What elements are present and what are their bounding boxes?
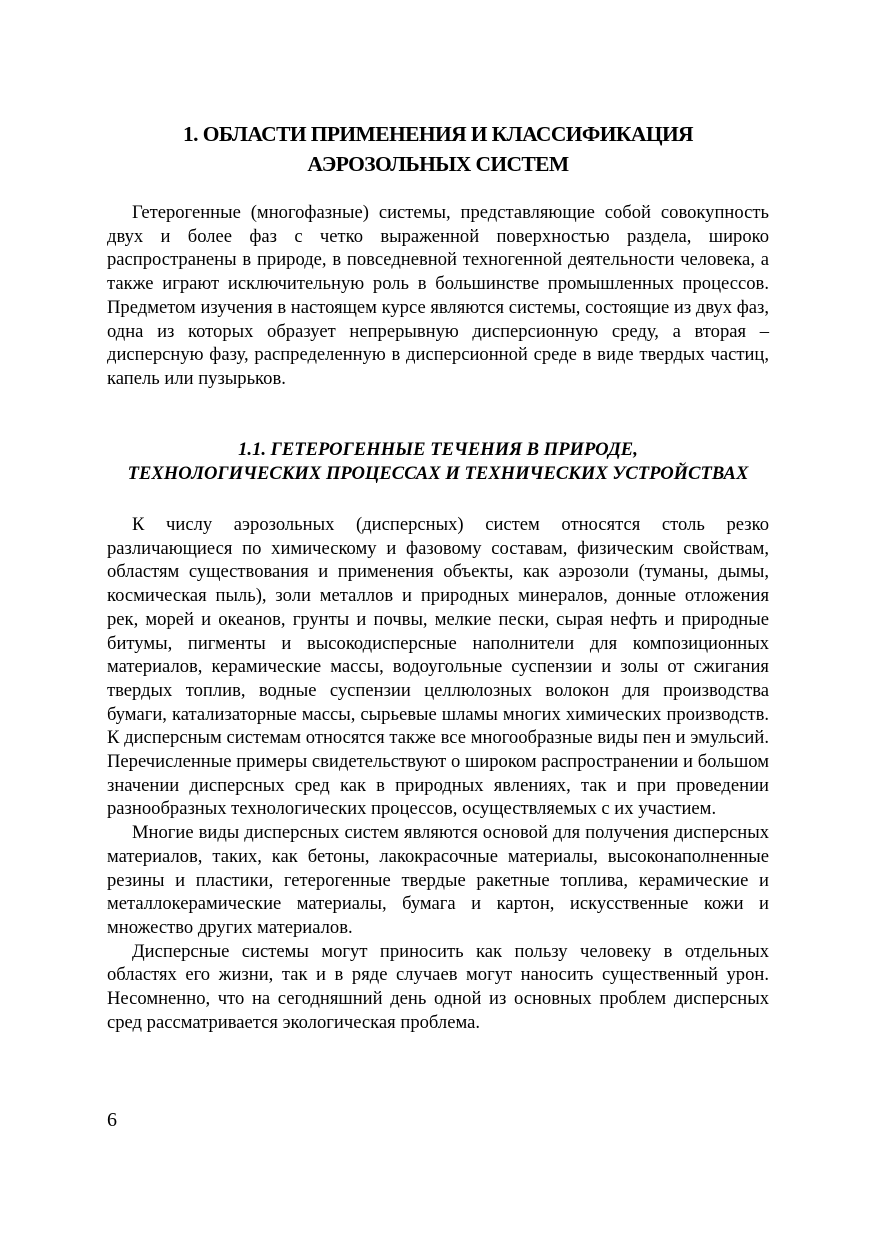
chapter-title [107,119,769,179]
body-paragraph-1: К числу аэрозольных (дисперсных) систем относятся столь резко различающиеся по химическому и фазовому составам, физическим свойствам, областям существования и применения объекты, как аэрозоли (туманы, дымы, космическая пыль), золи металлов и природных минералов, донные отложения рек, морей и океанов, грунты и почвы, мелкие пески, сырая нефть и природные битумы, пигменты и высокодисперсные наполнители для композиционных материалов, керамические массы, водоугольные суспензии и золы от сжигания твердых топлив, водные суспензии целлюлозных волокон для производства бумаги, катализаторные массы, сырьевые шламы многих химических производств. К дисперсным системам относятся также все многообразные виды пен и эмульсий. Перечисленные примеры свидетельствуют о широком распространении и большом значении дисперсных сред как в природных явлениях, так и при проведении разнообразных технологических процессов, осуществляемых с их участием. [107,514,769,820]
page-number: 6 [107,1109,117,1131]
section-title-line-1: 1.1. ГЕТЕРОГЕННЫЕ ТЕЧЕНИЯ В ПРИРОДЕ, [238,439,638,460]
intro-paragraph: Гетерогенные (многофазные) системы, представляющие собой совокупность двух и более фаз с четко выраженной поверхностью раздела, широко распространены в природе, в повседневной техногенной деятельности человека, а также играют исключительную роль в большинстве промышленных процессов. Предметом изучения в настоящем курсе являются системы, состоящие из двух фаз, одна из которых образует непрерывную дисперсионную среду, а вторая – дисперсную фазу, распределенную в дисперсионной среде в виде твердых частиц, капель или пузырьков. [107,202,770,389]
section-title [107,438,769,486]
intro-block [107,201,769,391]
body-paragraph-2: Многие виды дисперсных систем являются основой для получения дисперсных материалов, таких, как бетоны, лакокрасочные материалы, высоконаполненные резины и пластики, гетерогенные твердые ракетные топлива, керамические и металлокерамические материалы, бумага и картон, искусственные кожи и множество других материалов. [107,822,769,938]
chapter-title-line-1: 1. ОБЛАСТИ ПРИМЕНЕНИЯ И КЛАССИФИКАЦИЯ [183,122,693,146]
section-body [107,513,769,1034]
body-paragraph-3: Дисперсные системы могут приносить как пользу человеку в отдельных областях его жизни, так и в ряде случаев могут наносить существенный урон. Несомненно, что на сегодняшний день одной из основных проблем дисперсных сред рассматривается экологическая проблема. [107,940,769,1033]
section-title-line-2: ТЕХНОЛОГИЧЕСКИХ ПРОЦЕССАХ И ТЕХНИЧЕСКИХ УСТРОЙСТВАХ [127,463,749,484]
chapter-title-line-2: АЭРОЗОЛЬНЫХ СИСТЕМ [307,152,569,176]
